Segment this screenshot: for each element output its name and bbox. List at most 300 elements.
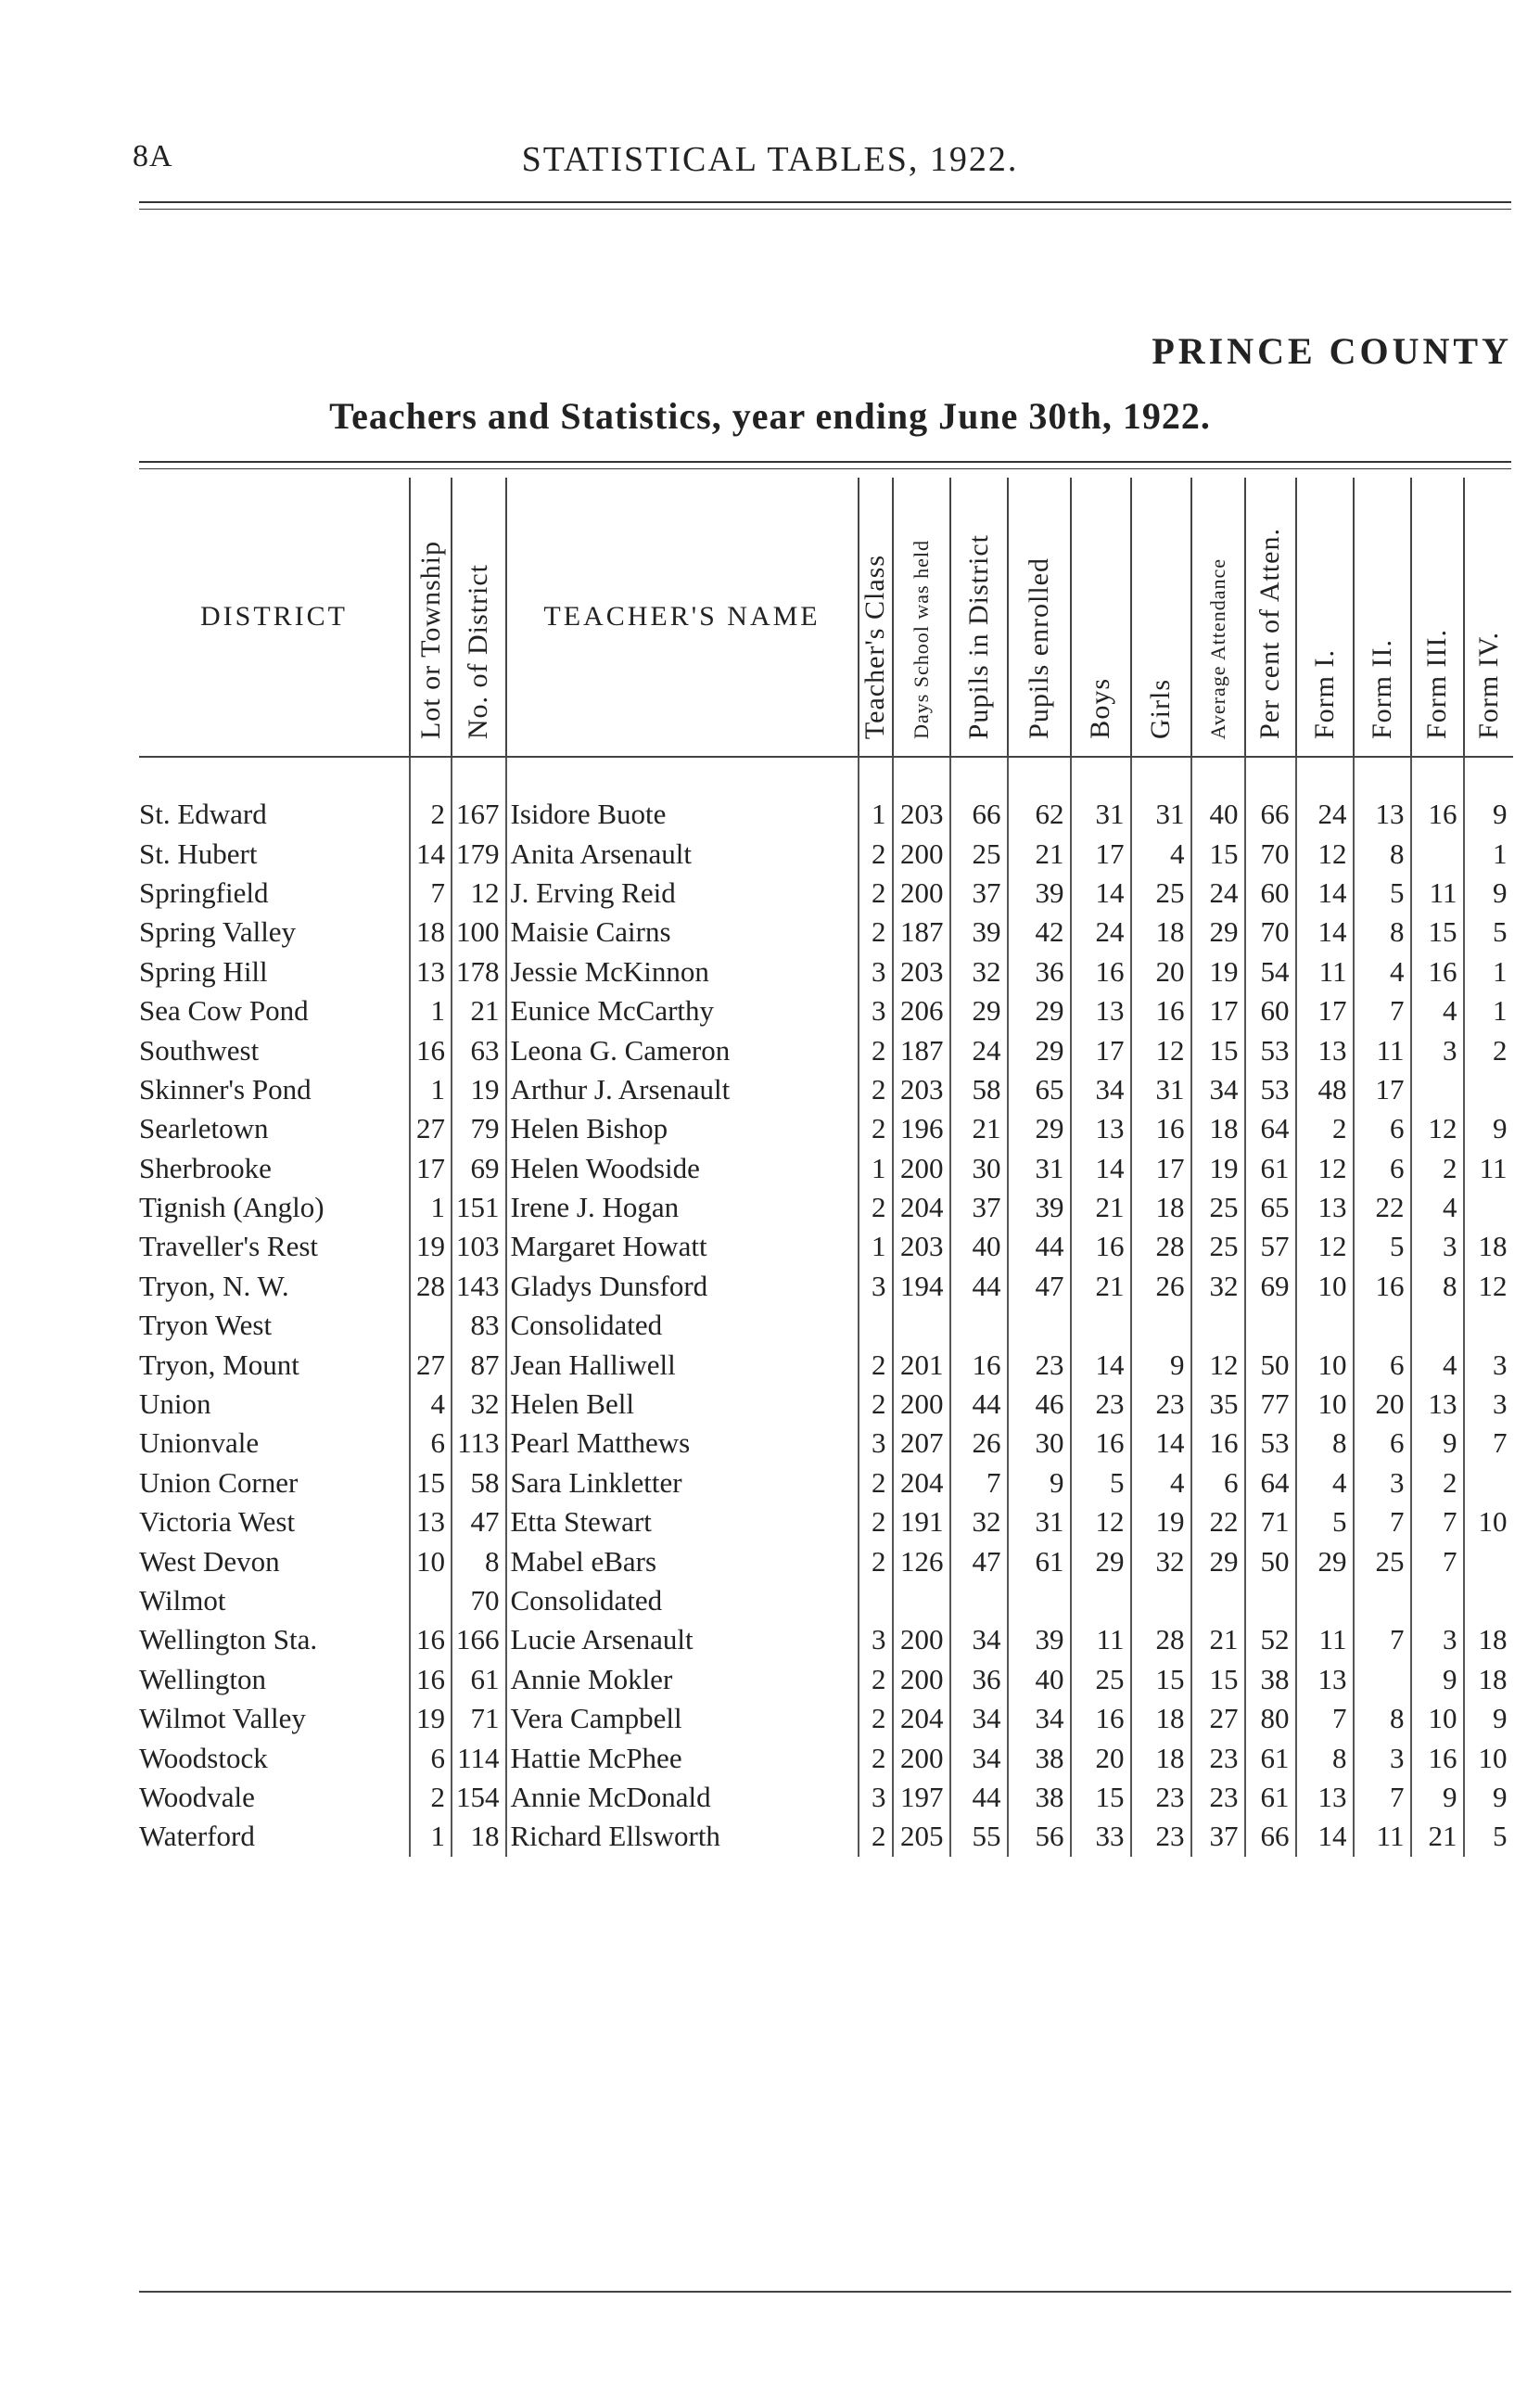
table-row bbox=[139, 795, 1513, 834]
cell-pupils-district: 34 bbox=[950, 1738, 1008, 1777]
table-top-rule bbox=[139, 461, 1511, 463]
cell-f2: 11 bbox=[1354, 1030, 1411, 1069]
cell-f1: 4 bbox=[1296, 1464, 1354, 1502]
cell-teacher: Lucie Arsenault bbox=[506, 1620, 859, 1659]
cell-lot: 1 bbox=[410, 1188, 452, 1227]
cell-f4: 9 bbox=[1464, 1778, 1513, 1817]
cell-enrolled: 23 bbox=[1008, 1345, 1071, 1384]
cell-f2: 22 bbox=[1354, 1188, 1411, 1227]
cell-class: 2 bbox=[859, 1464, 893, 1502]
cell-no: 18 bbox=[452, 1817, 506, 1856]
cell-pupils-district: 7 bbox=[950, 1464, 1008, 1502]
cell-enrolled: 29 bbox=[1008, 1030, 1071, 1069]
cell-district: Skinner's Pond bbox=[139, 1072, 312, 1106]
table-row bbox=[139, 1306, 1513, 1345]
cell-teacher: Sara Linkletter bbox=[506, 1464, 859, 1502]
cell-teacher: Helen Bishop bbox=[506, 1109, 859, 1148]
cell-f3: 9 bbox=[1411, 1660, 1464, 1699]
cell-percent: 53 bbox=[1245, 1070, 1296, 1109]
cell-district: Tryon, Mount bbox=[139, 1348, 299, 1381]
cell-f2: 3 bbox=[1354, 1738, 1411, 1777]
cell-pupils-district: 44 bbox=[950, 1267, 1008, 1306]
cell-teacher: Consolidated bbox=[506, 1581, 859, 1620]
cell-f4 bbox=[1464, 1464, 1513, 1502]
cell-class: 2 bbox=[859, 1541, 893, 1580]
running-title: STATISTICAL TABLES, 1922. bbox=[521, 140, 1019, 179]
cell-girls: 25 bbox=[1131, 874, 1191, 913]
cell-no: 114 bbox=[452, 1738, 506, 1777]
cell-percent bbox=[1245, 1581, 1296, 1620]
col-lot: Lot or Township bbox=[410, 478, 452, 757]
cell-teacher: Consolidated bbox=[506, 1306, 859, 1345]
cell-district: Woodstock bbox=[139, 1741, 268, 1774]
cell-f3: 3 bbox=[1411, 1227, 1464, 1266]
cell-avg: 6 bbox=[1191, 1464, 1245, 1502]
cell-f4 bbox=[1464, 1306, 1513, 1345]
cell-no: 100 bbox=[452, 913, 506, 952]
cell-avg: 19 bbox=[1191, 952, 1245, 991]
cell-boys: 14 bbox=[1071, 1149, 1131, 1188]
cell-avg: 34 bbox=[1191, 1070, 1245, 1109]
cell-pupils-district: 26 bbox=[950, 1424, 1008, 1463]
cell-days: 203 bbox=[893, 795, 950, 834]
cell-days: 200 bbox=[893, 874, 950, 913]
table-row bbox=[139, 1345, 1513, 1384]
cell-enrolled: 62 bbox=[1008, 795, 1071, 834]
cell-pupils-district: 47 bbox=[950, 1541, 1008, 1580]
cell-teacher: J. Erving Reid bbox=[506, 874, 859, 913]
spacer-row bbox=[139, 757, 1513, 795]
cell-girls: 16 bbox=[1131, 1109, 1191, 1148]
cell-girls: 9 bbox=[1131, 1345, 1191, 1384]
cell-f1 bbox=[1296, 1581, 1354, 1620]
cell-f1: 2 bbox=[1296, 1109, 1354, 1148]
cell-f4: 2 bbox=[1464, 1030, 1513, 1069]
col-form-4: Form IV. bbox=[1464, 478, 1513, 757]
cell-teacher: Pearl Matthews bbox=[506, 1424, 859, 1463]
cell-percent bbox=[1245, 1306, 1296, 1345]
cell-pupils-district: 29 bbox=[950, 991, 1008, 1030]
cell-no: 154 bbox=[452, 1778, 506, 1817]
col-form-2: Form II. bbox=[1354, 478, 1411, 757]
cell-girls: 12 bbox=[1131, 1030, 1191, 1069]
cell-f1: 13 bbox=[1296, 1030, 1354, 1069]
cell-no: 103 bbox=[452, 1227, 506, 1266]
header-row bbox=[139, 478, 1513, 757]
cell-enrolled: 56 bbox=[1008, 1817, 1071, 1856]
cell-pupils-district: 16 bbox=[950, 1345, 1008, 1384]
col-teacher-class: Teacher's Class bbox=[859, 478, 893, 757]
cell-days: 204 bbox=[893, 1464, 950, 1502]
cell-district: St. Edward bbox=[139, 798, 267, 831]
cell-f4 bbox=[1464, 1188, 1513, 1227]
cell-avg: 16 bbox=[1191, 1424, 1245, 1463]
cell-lot: 2 bbox=[410, 1778, 452, 1817]
cell-f2: 6 bbox=[1354, 1424, 1411, 1463]
cell-days bbox=[893, 1581, 950, 1620]
table-row bbox=[139, 1660, 1513, 1699]
cell-class: 2 bbox=[859, 1699, 893, 1738]
cell-district: Spring Hill bbox=[139, 954, 268, 988]
cell-f3: 4 bbox=[1411, 991, 1464, 1030]
table-row bbox=[139, 913, 1513, 952]
cell-f1: 13 bbox=[1296, 1778, 1354, 1817]
cell-f1: 13 bbox=[1296, 1188, 1354, 1227]
cell-enrolled: 61 bbox=[1008, 1541, 1071, 1580]
cell-girls: 31 bbox=[1131, 795, 1191, 834]
cell-lot: 7 bbox=[410, 874, 452, 913]
cell-avg: 40 bbox=[1191, 795, 1245, 834]
cell-boys: 24 bbox=[1071, 913, 1131, 952]
cell-boys: 17 bbox=[1071, 834, 1131, 873]
cell-lot: 27 bbox=[410, 1345, 452, 1384]
cell-f4: 1 bbox=[1464, 991, 1513, 1030]
cell-days: 187 bbox=[893, 913, 950, 952]
table-row bbox=[139, 991, 1513, 1030]
cell-no: 167 bbox=[452, 795, 506, 834]
cell-pupils-district: 44 bbox=[950, 1385, 1008, 1424]
cell-f2: 5 bbox=[1354, 1227, 1411, 1266]
cell-f1: 12 bbox=[1296, 834, 1354, 873]
county-title: PRINCE COUNTY bbox=[1152, 330, 1512, 372]
cell-percent: 61 bbox=[1245, 1149, 1296, 1188]
cell-days: 200 bbox=[893, 834, 950, 873]
cell-class: 2 bbox=[859, 913, 893, 952]
cell-f4: 3 bbox=[1464, 1385, 1513, 1424]
cell-district: Wellington Sta. bbox=[139, 1623, 318, 1656]
cell-no: 83 bbox=[452, 1306, 506, 1345]
cell-class: 1 bbox=[859, 795, 893, 834]
cell-f1: 12 bbox=[1296, 1149, 1354, 1188]
cell-avg: 19 bbox=[1191, 1149, 1245, 1188]
cell-boys: 5 bbox=[1071, 1464, 1131, 1502]
cell-no: 61 bbox=[452, 1660, 506, 1699]
cell-girls: 18 bbox=[1131, 1699, 1191, 1738]
cell-pupils-district: 34 bbox=[950, 1620, 1008, 1659]
cell-district: Waterford bbox=[139, 1820, 255, 1853]
cell-f1: 7 bbox=[1296, 1699, 1354, 1738]
cell-no: 70 bbox=[452, 1581, 506, 1620]
cell-girls: 23 bbox=[1131, 1817, 1191, 1856]
cell-district: West Devon bbox=[139, 1544, 280, 1578]
col-district-no: No. of District bbox=[452, 478, 506, 757]
cell-no: 143 bbox=[452, 1267, 506, 1306]
cell-days: 196 bbox=[893, 1109, 950, 1148]
cell-district: Southwest bbox=[139, 1033, 260, 1067]
cell-boys: 17 bbox=[1071, 1030, 1131, 1069]
table-row bbox=[139, 1464, 1513, 1502]
col-boys: Boys bbox=[1071, 478, 1131, 757]
cell-lot: 6 bbox=[410, 1738, 452, 1777]
cell-girls: 31 bbox=[1131, 1070, 1191, 1109]
cell-boys: 33 bbox=[1071, 1817, 1131, 1856]
cell-avg: 15 bbox=[1191, 834, 1245, 873]
cell-lot: 14 bbox=[410, 834, 452, 873]
cell-f2 bbox=[1354, 1306, 1411, 1345]
cell-no: 58 bbox=[452, 1464, 506, 1502]
cell-f3: 12 bbox=[1411, 1109, 1464, 1148]
cell-teacher: Leona G. Cameron bbox=[506, 1030, 859, 1069]
cell-f4: 18 bbox=[1464, 1660, 1513, 1699]
cell-percent: 61 bbox=[1245, 1738, 1296, 1777]
cell-girls: 26 bbox=[1131, 1267, 1191, 1306]
cell-lot bbox=[410, 1306, 452, 1345]
cell-f3: 11 bbox=[1411, 874, 1464, 913]
cell-pupils-district: 55 bbox=[950, 1817, 1008, 1856]
cell-f1: 13 bbox=[1296, 1660, 1354, 1699]
cell-f4: 1 bbox=[1464, 952, 1513, 991]
cell-district: Woodvale bbox=[139, 1780, 255, 1813]
table-row bbox=[139, 1267, 1513, 1306]
cell-f2: 17 bbox=[1354, 1070, 1411, 1109]
cell-pupils-district: 44 bbox=[950, 1778, 1008, 1817]
cell-lot: 27 bbox=[410, 1109, 452, 1148]
cell-boys: 34 bbox=[1071, 1070, 1131, 1109]
cell-f2: 13 bbox=[1354, 795, 1411, 834]
cell-days: 206 bbox=[893, 991, 950, 1030]
cell-pupils-district bbox=[950, 1581, 1008, 1620]
cell-days: 201 bbox=[893, 1345, 950, 1384]
cell-lot: 16 bbox=[410, 1660, 452, 1699]
cell-f4 bbox=[1464, 1541, 1513, 1580]
cell-pupils-district: 37 bbox=[950, 1188, 1008, 1227]
cell-boys bbox=[1071, 1581, 1131, 1620]
cell-boys: 29 bbox=[1071, 1541, 1131, 1580]
col-district: DISTRICT bbox=[139, 478, 410, 757]
cell-boys: 20 bbox=[1071, 1738, 1131, 1777]
cell-class: 2 bbox=[859, 1070, 893, 1109]
cell-girls bbox=[1131, 1306, 1191, 1345]
cell-avg: 29 bbox=[1191, 913, 1245, 952]
cell-percent: 77 bbox=[1245, 1385, 1296, 1424]
cell-f4: 5 bbox=[1464, 1817, 1513, 1856]
cell-enrolled bbox=[1008, 1581, 1071, 1620]
cell-teacher: Annie Mokler bbox=[506, 1660, 859, 1699]
cell-no: 69 bbox=[452, 1149, 506, 1188]
cell-district: Tryon West bbox=[139, 1309, 273, 1342]
table-row bbox=[139, 1385, 1513, 1424]
cell-class: 3 bbox=[859, 1267, 893, 1306]
cell-lot: 2 bbox=[410, 795, 452, 834]
cell-enrolled: 39 bbox=[1008, 1188, 1071, 1227]
cell-f4: 5 bbox=[1464, 913, 1513, 952]
cell-f3: 21 bbox=[1411, 1817, 1464, 1856]
cell-no: 113 bbox=[452, 1424, 506, 1463]
cell-avg bbox=[1191, 1306, 1245, 1345]
table-bottom-rule bbox=[139, 2291, 1511, 2293]
table-row bbox=[139, 1778, 1513, 1817]
cell-f4: 9 bbox=[1464, 1109, 1513, 1148]
cell-f1: 10 bbox=[1296, 1267, 1354, 1306]
cell-days: 204 bbox=[893, 1188, 950, 1227]
cell-pupils-district: 30 bbox=[950, 1149, 1008, 1188]
cell-teacher: Eunice McCarthy bbox=[506, 991, 859, 1030]
cell-teacher: Arthur J. Arsenault bbox=[506, 1070, 859, 1109]
cell-class: 1 bbox=[859, 1149, 893, 1188]
cell-f1: 48 bbox=[1296, 1070, 1354, 1109]
table-title: Teachers and Statistics, year ending June 30th, 1922. bbox=[329, 395, 1211, 437]
cell-class bbox=[859, 1581, 893, 1620]
cell-f3: 8 bbox=[1411, 1267, 1464, 1306]
cell-percent: 80 bbox=[1245, 1699, 1296, 1738]
cell-enrolled bbox=[1008, 1306, 1071, 1345]
cell-enrolled: 36 bbox=[1008, 952, 1071, 991]
cell-lot: 17 bbox=[410, 1149, 452, 1188]
cell-f3: 7 bbox=[1411, 1502, 1464, 1541]
cell-f3 bbox=[1411, 834, 1464, 873]
cell-pupils-district: 37 bbox=[950, 874, 1008, 913]
cell-boys: 25 bbox=[1071, 1660, 1131, 1699]
table-row bbox=[139, 1109, 1513, 1148]
cell-avg: 15 bbox=[1191, 1030, 1245, 1069]
cell-girls: 4 bbox=[1131, 1464, 1191, 1502]
cell-teacher: Irene J. Hogan bbox=[506, 1188, 859, 1227]
cell-enrolled: 65 bbox=[1008, 1070, 1071, 1109]
header-rule-bottom bbox=[139, 209, 1511, 210]
cell-percent: 57 bbox=[1245, 1227, 1296, 1266]
cell-f1: 17 bbox=[1296, 991, 1354, 1030]
cell-days: 203 bbox=[893, 952, 950, 991]
cell-days: 200 bbox=[893, 1738, 950, 1777]
cell-f3: 2 bbox=[1411, 1464, 1464, 1502]
table-row bbox=[139, 1738, 1513, 1777]
cell-f2: 25 bbox=[1354, 1541, 1411, 1580]
cell-f3 bbox=[1411, 1581, 1464, 1620]
cell-pupils-district: 39 bbox=[950, 913, 1008, 952]
cell-days: 126 bbox=[893, 1541, 950, 1580]
table-row bbox=[139, 1149, 1513, 1188]
cell-boys: 16 bbox=[1071, 1424, 1131, 1463]
cell-district: Tryon, N. W. bbox=[139, 1269, 289, 1302]
cell-enrolled: 31 bbox=[1008, 1502, 1071, 1541]
cell-avg: 17 bbox=[1191, 991, 1245, 1030]
cell-percent: 60 bbox=[1245, 874, 1296, 913]
cell-lot: 19 bbox=[410, 1227, 452, 1266]
cell-days: 204 bbox=[893, 1699, 950, 1738]
cell-girls: 18 bbox=[1131, 913, 1191, 952]
cell-no: 79 bbox=[452, 1109, 506, 1148]
cell-boys: 11 bbox=[1071, 1620, 1131, 1659]
cell-f2: 6 bbox=[1354, 1109, 1411, 1148]
cell-girls: 28 bbox=[1131, 1227, 1191, 1266]
cell-days: 205 bbox=[893, 1817, 950, 1856]
cell-class: 3 bbox=[859, 1620, 893, 1659]
cell-avg bbox=[1191, 1581, 1245, 1620]
cell-f3: 3 bbox=[1411, 1030, 1464, 1069]
cell-pupils-district: 34 bbox=[950, 1699, 1008, 1738]
cell-boys: 16 bbox=[1071, 1699, 1131, 1738]
cell-class: 2 bbox=[859, 834, 893, 873]
cell-enrolled: 42 bbox=[1008, 913, 1071, 952]
cell-f1: 10 bbox=[1296, 1345, 1354, 1384]
cell-enrolled: 38 bbox=[1008, 1738, 1071, 1777]
header-rule-top bbox=[139, 201, 1511, 203]
cell-district: Sea Cow Pond bbox=[139, 994, 309, 1028]
cell-f3: 16 bbox=[1411, 952, 1464, 991]
cell-days: 187 bbox=[893, 1030, 950, 1069]
cell-class: 2 bbox=[859, 1817, 893, 1856]
cell-district: Wellington bbox=[139, 1662, 266, 1695]
cell-avg: 25 bbox=[1191, 1227, 1245, 1266]
page-number: 8A bbox=[133, 139, 173, 173]
cell-class: 2 bbox=[859, 1030, 893, 1069]
cell-percent: 52 bbox=[1245, 1620, 1296, 1659]
cell-f1 bbox=[1296, 1306, 1354, 1345]
table-body bbox=[139, 757, 1513, 1857]
cell-district: Union bbox=[139, 1387, 211, 1421]
cell-f4: 18 bbox=[1464, 1620, 1513, 1659]
cell-f3: 9 bbox=[1411, 1424, 1464, 1463]
cell-teacher: Helen Woodside bbox=[506, 1149, 859, 1188]
cell-pupils-district bbox=[950, 1306, 1008, 1345]
table-row bbox=[139, 1620, 1513, 1659]
cell-avg: 29 bbox=[1191, 1541, 1245, 1580]
cell-no: 19 bbox=[452, 1070, 506, 1109]
cell-teacher: Margaret Howatt bbox=[506, 1227, 859, 1266]
cell-enrolled: 47 bbox=[1008, 1267, 1071, 1306]
cell-no: 32 bbox=[452, 1385, 506, 1424]
cell-class: 3 bbox=[859, 952, 893, 991]
cell-f4: 18 bbox=[1464, 1227, 1513, 1266]
cell-f2: 6 bbox=[1354, 1345, 1411, 1384]
cell-days: 207 bbox=[893, 1424, 950, 1463]
cell-f1: 5 bbox=[1296, 1502, 1354, 1541]
col-average-attendance: Average Attendance bbox=[1191, 478, 1245, 757]
cell-percent: 64 bbox=[1245, 1464, 1296, 1502]
cell-percent: 61 bbox=[1245, 1778, 1296, 1817]
table-row bbox=[139, 1188, 1513, 1227]
cell-district: Searletown bbox=[139, 1112, 269, 1145]
cell-class: 2 bbox=[859, 1660, 893, 1699]
cell-f2 bbox=[1354, 1660, 1411, 1699]
cell-no: 71 bbox=[452, 1699, 506, 1738]
cell-girls: 28 bbox=[1131, 1620, 1191, 1659]
cell-f2: 8 bbox=[1354, 913, 1411, 952]
cell-class: 2 bbox=[859, 1502, 893, 1541]
cell-f2: 7 bbox=[1354, 991, 1411, 1030]
cell-class: 2 bbox=[859, 1345, 893, 1384]
cell-percent: 70 bbox=[1245, 834, 1296, 873]
cell-pupils-district: 66 bbox=[950, 795, 1008, 834]
cell-enrolled: 21 bbox=[1008, 834, 1071, 873]
cell-enrolled: 39 bbox=[1008, 1620, 1071, 1659]
cell-boys bbox=[1071, 1306, 1131, 1345]
col-form-3: Form III. bbox=[1411, 478, 1464, 757]
cell-lot: 1 bbox=[410, 1817, 452, 1856]
cell-no: 179 bbox=[452, 834, 506, 873]
cell-percent: 66 bbox=[1245, 795, 1296, 834]
cell-pupils-district: 36 bbox=[950, 1660, 1008, 1699]
table-row bbox=[139, 1502, 1513, 1541]
cell-lot: 16 bbox=[410, 1030, 452, 1069]
cell-f3: 9 bbox=[1411, 1778, 1464, 1817]
cell-f2: 7 bbox=[1354, 1778, 1411, 1817]
cell-f1: 8 bbox=[1296, 1738, 1354, 1777]
cell-lot: 1 bbox=[410, 991, 452, 1030]
cell-district: St. Hubert bbox=[139, 837, 258, 870]
cell-class: 3 bbox=[859, 991, 893, 1030]
cell-girls: 16 bbox=[1131, 991, 1191, 1030]
cell-girls: 23 bbox=[1131, 1778, 1191, 1817]
cell-boys: 12 bbox=[1071, 1502, 1131, 1541]
cell-days bbox=[893, 1306, 950, 1345]
cell-avg: 12 bbox=[1191, 1345, 1245, 1384]
col-teacher-name: TEACHER'S NAME bbox=[506, 478, 859, 757]
cell-girls: 18 bbox=[1131, 1738, 1191, 1777]
cell-pupils-district: 58 bbox=[950, 1070, 1008, 1109]
cell-district: Unionvale bbox=[139, 1426, 260, 1460]
cell-pupils-district: 32 bbox=[950, 1502, 1008, 1541]
